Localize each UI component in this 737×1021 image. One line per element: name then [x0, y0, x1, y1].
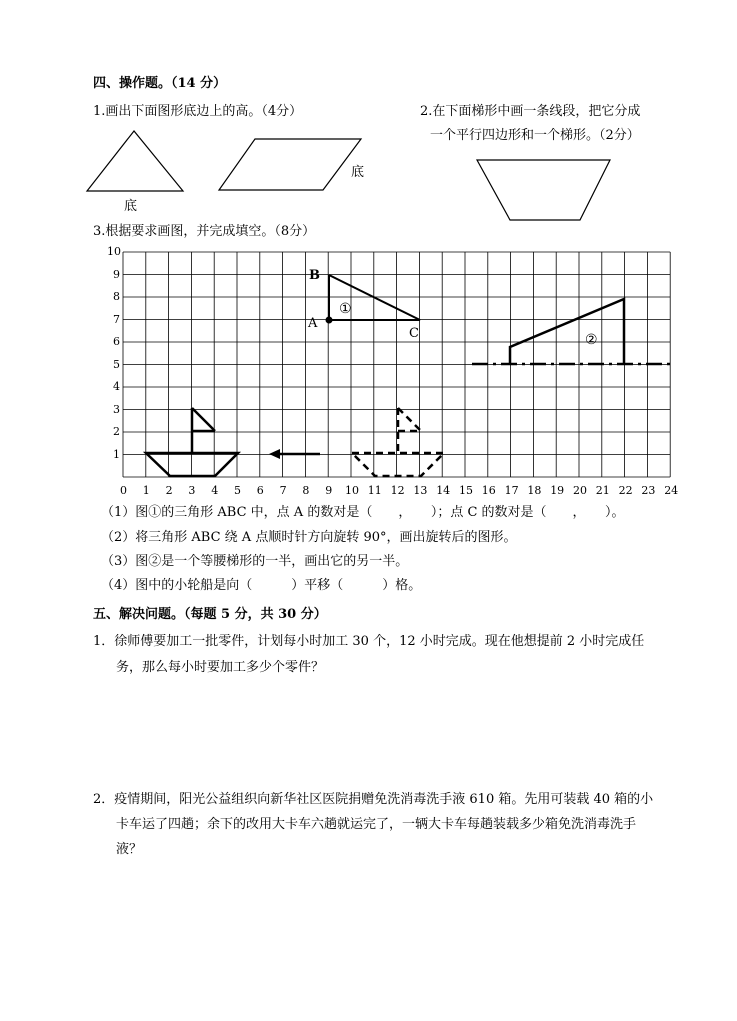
x-tick-label: 3: [188, 484, 196, 497]
section4-heading: 四、操作题。（14 分）: [93, 76, 227, 91]
x-tick-label: 0: [120, 484, 127, 497]
x-tick-label: 18: [527, 484, 542, 497]
x-tick-label: 6: [256, 484, 264, 497]
x-tick-label: 23: [641, 484, 656, 497]
x-tick-label: 11: [367, 484, 382, 497]
q3-item-4: （4）图中的小轮船是向（ ）平移（ ）格。: [101, 578, 422, 593]
x-tick-label: 9: [325, 484, 333, 497]
label-c: C: [409, 326, 419, 341]
q3-item-2: （2）将三角形 ABC 绕 A 点顺时针方向旋转 90°，画出旋转后的图形。: [101, 530, 517, 545]
x-tick-label: 8: [302, 484, 310, 497]
x-tick-label: 7: [279, 484, 287, 497]
figure-2-label: ②: [585, 332, 598, 348]
trapezoid-shape: [477, 160, 610, 220]
x-tick-label: 22: [618, 484, 633, 497]
s5-q2-line1: 2．疫情期间，阳光公益组织向新华社区医院捐赠免洗消毒洗手液 610 箱。先用可装载 40 箱的小: [93, 792, 654, 807]
s5-q2-line2: 卡车运了四趟；余下的改用大卡车六趟就运完了，一辆大卡车每趟装载多少箱免洗消毒洗手: [116, 817, 637, 832]
x-tick-label: 17: [504, 484, 519, 497]
q3-text: 3.根据要求画图，并完成填空。（8分）: [93, 224, 316, 239]
s5-q2-line3: 液？: [116, 842, 143, 857]
s5-q1-line1: 1．徐师傅要加工一批零件，计划每小时加工 30 个，12 小时完成。现在他想提前 2 小时完成任: [93, 634, 645, 649]
parallelogram-shape: [219, 139, 361, 190]
x-tick-label: 5: [234, 484, 241, 497]
x-tick-label: 4: [211, 484, 219, 497]
y-tick-label: 4: [113, 380, 120, 393]
q1-text: 1.画出下面图形底边上的高。（4分）: [93, 104, 303, 119]
triangle-base-label: 底: [124, 199, 138, 214]
x-tick-label: 10: [345, 484, 359, 497]
y-tick-label: 1: [113, 447, 120, 461]
y-tick-label: 10: [107, 245, 121, 258]
x-tick-label: 15: [459, 484, 473, 497]
q2-text-line2: 一个平行四边形和一个梯形。（2分）: [430, 128, 640, 143]
boat-solid: [146, 408, 238, 476]
label-b: B: [309, 268, 320, 283]
x-tick-label: 12: [390, 484, 405, 497]
s5-q1-line2: 务，那么每小时要加工多少个零件？: [116, 660, 325, 675]
x-tick-label: 21: [595, 484, 610, 497]
half-trapezoid: [510, 299, 624, 364]
x-tick-label: 2: [165, 484, 173, 497]
boat-dashed: [352, 408, 444, 476]
y-tick-label: 7: [113, 312, 120, 326]
q2-text-line1: 2.在下面梯形中画一条线段，把它分成: [420, 104, 641, 119]
x-tick-label: 1: [142, 484, 150, 497]
x-tick-label: 20: [573, 484, 587, 497]
q3-item-1: （1）图①的三角形 ABC 中，点 A 的数对是（ ， ）；点 C 的数对是（ ， ）。: [101, 505, 625, 520]
x-tick-label: 14: [436, 484, 451, 497]
triangle-shape: [87, 131, 183, 191]
x-tick-label: 19: [550, 484, 565, 497]
y-tick-label: 6: [113, 335, 120, 348]
x-tick-label: 13: [413, 484, 428, 497]
y-tick-label: 8: [113, 290, 120, 303]
parallelogram-base-label: 底: [351, 165, 365, 180]
y-tick-label: 9: [113, 267, 120, 281]
y-tick-label: 3: [113, 402, 120, 416]
section5-heading: 五、解决问题。（每题 5 分，共 30 分）: [93, 607, 327, 622]
point-a: [326, 317, 333, 324]
q3-item-3: （3）图②是一个等腰梯形的一半，画出它的另一半。: [101, 554, 409, 569]
x-tick-label: 24: [664, 484, 679, 497]
figure-1-label: ①: [339, 301, 352, 317]
label-a: A: [308, 316, 318, 331]
y-tick-label: 5: [113, 357, 120, 371]
x-tick-label: 16: [481, 484, 496, 497]
y-tick-label: 2: [113, 425, 120, 438]
left-arrow-icon: [269, 449, 320, 459]
